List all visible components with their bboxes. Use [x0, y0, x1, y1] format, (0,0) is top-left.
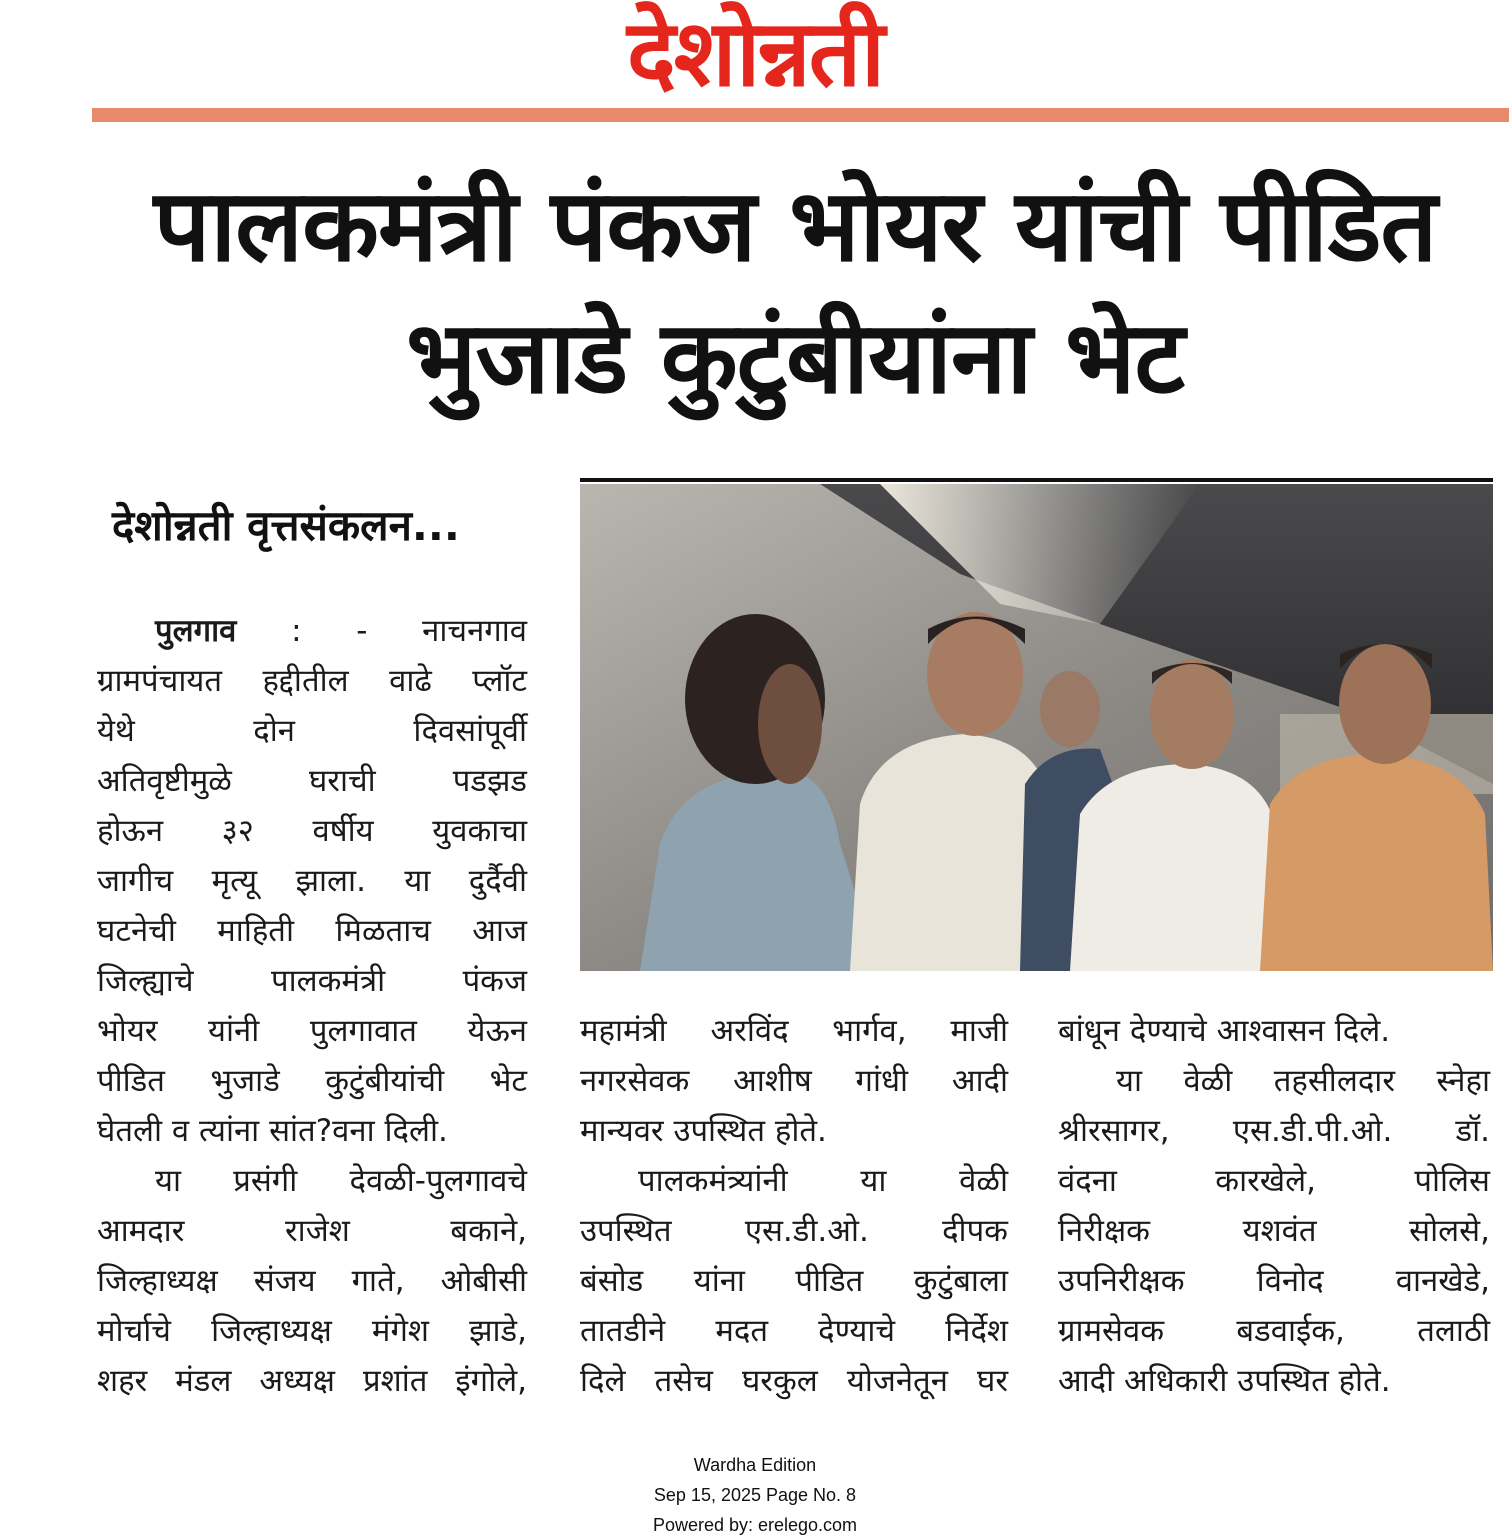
footer-powered-by: Powered by: erelego.com — [652, 1515, 858, 1535]
article-line: मोर्चाचे जिल्हाध्यक्ष मंगेश झाडे, — [97, 1313, 527, 1349]
article-line: जिल्हाध्यक्ष संजय गाते, ओबीसी — [97, 1263, 527, 1299]
footer-edition: Wardha Edition — [693, 1455, 817, 1475]
article-line: पीडित भुजाडे कुटुंबीयांची भेट — [97, 1063, 527, 1099]
article-line: या प्रसंगी देवळी-पुलगावचे — [155, 1163, 527, 1199]
article-line: उपस्थित एस.डी.ओ. दीपक — [580, 1213, 1008, 1249]
article-line: उपनिरीक्षक विनोद वानखेडे, — [1058, 1263, 1490, 1299]
article-line: जागीच मृत्यू झाला. या दुर्दैवी — [97, 863, 527, 899]
dateline-place: पुलगाव — [155, 613, 237, 649]
article-line: दिले तसेच घरकुल योजनेतून घर — [580, 1363, 1008, 1399]
article-column-3 — [1058, 1006, 1490, 1406]
article-line: या वेळी तहसीलदार स्नेहा — [1116, 1063, 1490, 1099]
article-line: भोयर यांनी पुलगावात येऊन — [97, 1013, 527, 1049]
headline — [90, 160, 1500, 424]
byline: देशोन्नती वृत्तसंकलन... — [112, 501, 460, 550]
article-line: वंदना कारखेले, पोलिस — [1058, 1163, 1490, 1199]
photo-illustration — [580, 484, 1493, 971]
article-line: पुलगाव : - नाचनगाव — [155, 613, 527, 649]
article-photo — [580, 484, 1493, 971]
article-line: आदी अधिकारी उपस्थित होते. — [1058, 1363, 1391, 1399]
article-line: श्रीरसागर, एस.डी.पी.ओ. डॉ. — [1058, 1113, 1490, 1149]
headline-line-2: भुजाडे कुटुंबीयांना भेट — [406, 299, 1184, 416]
article-line: ग्रामपंचायत हद्दीतील वाढे प्लॉट — [97, 663, 527, 699]
article-line: नगरसेवक आशीष गांधी आदी — [580, 1063, 1008, 1099]
masthead-logo: देशोन्नती — [627, 0, 883, 107]
article-column-1 — [97, 606, 527, 1406]
article-line: येथे दोन दिवसांपूर्वी — [97, 713, 527, 749]
article-line: अतिवृष्टीमुळे घराची पडझड — [97, 763, 527, 799]
article-line: होऊन ३२ वर्षीय युवकाचा — [97, 813, 527, 849]
article-line: निरीक्षक यशवंत सोलसे, — [1058, 1213, 1490, 1249]
article-line: घेतली व त्यांना सांत?वना दिली. — [97, 1113, 448, 1149]
article-line: बंसोड यांना पीडित कुटुंबाला — [580, 1263, 1008, 1299]
article-column-2 — [580, 1006, 1008, 1406]
article-line: महामंत्री अरविंद भार्गव, माजी — [580, 1013, 1008, 1049]
article-line: जिल्ह्याचे पालकमंत्री पंकज — [97, 963, 527, 999]
article-line: घटनेची माहिती मिळताच आज — [97, 913, 527, 949]
photo-top-rule — [580, 478, 1493, 482]
article-line: शहर मंडल अध्यक्ष प्रशांत इंगोले, — [97, 1363, 527, 1399]
footer-date-page: Sep 15, 2025 Page No. 8 — [653, 1485, 857, 1505]
masthead-rule — [92, 108, 1509, 122]
article-line: तातडीने मदत देण्याचे निर्देश — [580, 1313, 1008, 1349]
headline-line-1: पालकमंत्री पंकज भोयर यांची पीडित — [153, 167, 1437, 284]
page-footer — [555, 1450, 955, 1540]
article-line: आमदार राजेश बकाने, — [97, 1213, 527, 1249]
article-line: मान्यवर उपस्थित होते. — [580, 1113, 827, 1149]
article-line: ग्रामसेवक बडवाईक, तलाठी — [1058, 1313, 1490, 1349]
article-line: पालकमंत्र्यांनी या वेळी — [638, 1163, 1008, 1199]
article-line: बांधून देण्याचे आश्वासन दिले. — [1058, 1013, 1391, 1049]
